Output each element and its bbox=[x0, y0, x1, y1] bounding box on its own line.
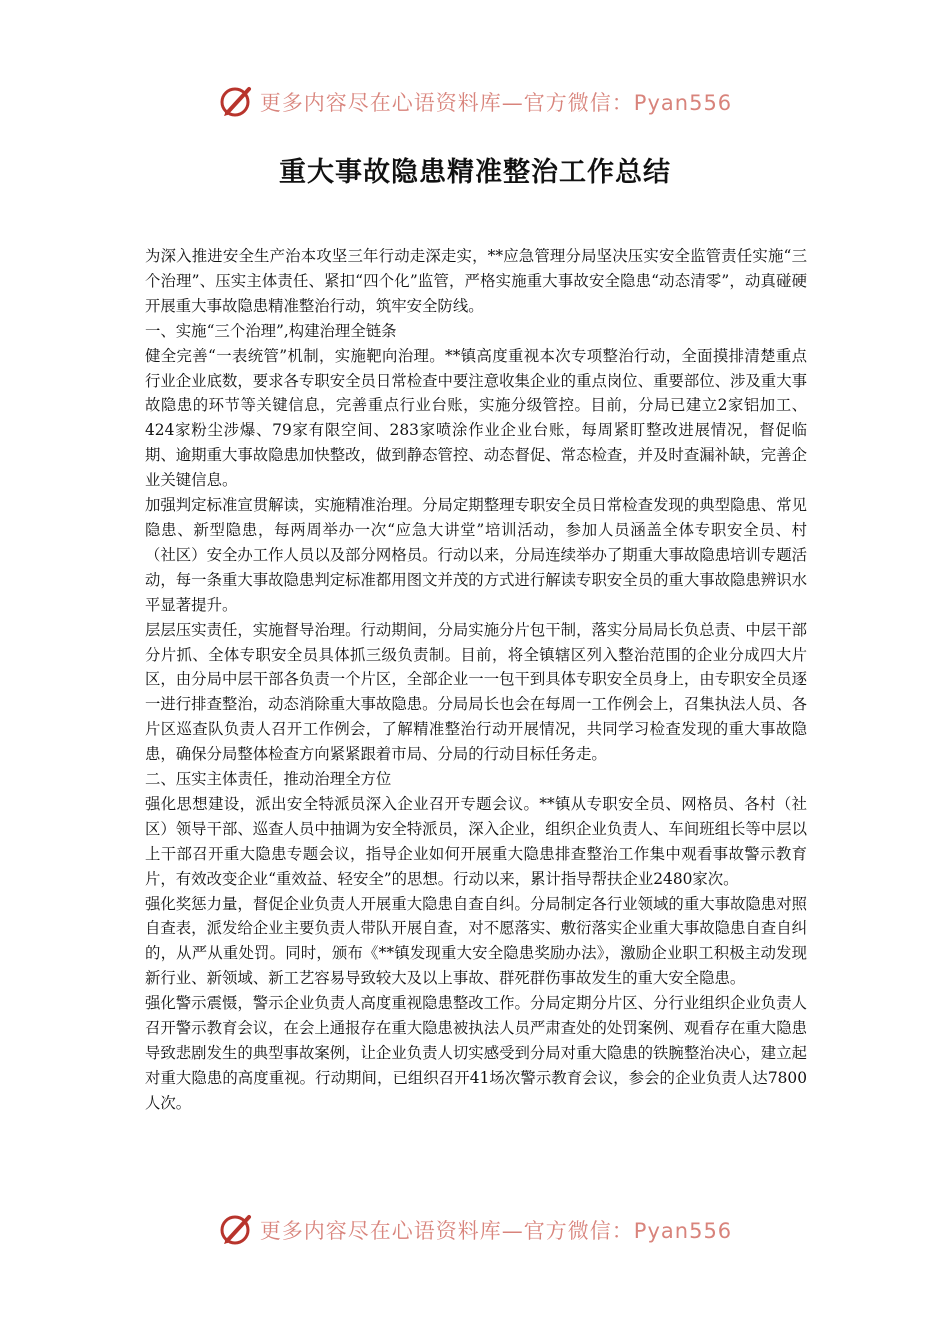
body-paragraph: 层层压实责任，实施督导治理。行动期间，分局实施分片包干制，落实分局局长负总责、中层干部分片抓、全体专职安全员具体抓三级负责制。目前，将全镇辖区列入整治范围的企业分成四大片区，由分局中层干部各负责一个片区，全部企业一一包干到具体专职安全员身上，由专职安全员逐一进行排查整治，动态消除重大事故隐患。分局局长也会在每周一工作例会上，召集执法人员、各片区巡查队负责人召开工作例会，了解精准整治行动开展情况，共同学习检查发现的重大事故隐患，确保分局整体检查方向紧紧跟着市局、分局的行动目标任务走。 bbox=[145, 620, 807, 764]
brush-logo-icon bbox=[218, 1212, 256, 1248]
body-paragraph: 强化警示震慑，警示企业负责人高度重视隐患整改工作。分局定期分片区、分行业组织企业负责人召开警示教育会议，在会上通报存在重大隐患被执法人员严肃查处的处罚案例、观看存在重大隐患导致悲剧发生的典型事故案例，让企业负责人切实感受到分局对重大隐患的铁腕整治决心，建立起对重大隐患的高度重视。行动期间，已组织召开41场次警示教育会议，参会的企业负责人达7800人次。 bbox=[145, 994, 807, 1112]
body-paragraph: 加强判定标准宣贯解读，实施精准治理。分局定期整理专职安全员日常检查发现的典型隐患、常见隐患、新型隐患，每两周举办一次“应急大讲堂”培训活动，参加人员涵盖全体专职安全员、村（社区）安全办工作人员以及部分网格员。行动以来，分局连续举办了期重大事故隐患培训专题活动，每一条重大事故隐患判定标准都用图文并茂的方式进行解读专职安全员的重大事故隐患辨识水平显著提升。 bbox=[145, 496, 807, 614]
document-body bbox=[145, 244, 807, 1116]
banner-slogan: 更多内容尽在心语资料库—官方微信：Pyan556 bbox=[259, 1219, 733, 1243]
body-paragraph: 强化奖惩力量，督促企业负责人开展重大隐患自查自纠。分局制定各行业领域的重大事故隐患对照自查表，派发给企业主要负责人带队开展自查，对不愿落实、敷衍落实企业重大事故隐患自查自纠的，从严从重处罚。同时，颁布《**镇发现重大安全隐患奖励办法》，激励企业职工积极主动发现新行业、新领域、新工艺容易导致较大及以上事故、群死群伤事故发生的重大安全隐患。 bbox=[145, 894, 807, 988]
document-title: 重大事故隐患精准整治工作总结 bbox=[279, 157, 671, 188]
section-heading-2: 二、压实主体责任，推动治理全方位 bbox=[145, 770, 392, 789]
brush-logo-icon bbox=[218, 84, 256, 120]
header-banner bbox=[0, 82, 950, 122]
intro-paragraph: 为深入推进安全生产治本攻坚三年行动走深走实，**应急管理分局坚决压实安全监管责任实施“三个治理”、压实主体责任、紧扣“四个化”监管，严格实施重大事故安全隐患“动态清零”，动真碰硬开展重大事故隐患精准整治行动，筑牢安全防线。 bbox=[145, 247, 807, 315]
section-heading-1: 一、实施“三个治理”,构建治理全链条 bbox=[145, 321, 397, 340]
body-paragraph: 健全完善“一表统管”机制，实施靶向治理。**镇高度重视本次专项整治行动，全面摸排清楚重点行业企业底数，要求各专职安全员日常检查中要注意收集企业的重点岗位、重要部位、涉及重大事故隐患的环节等关键信息，完善重点行业台账，实施分级管控。目前，分局已建立2家铝加工、424家粉尘涉爆、79家有限空间、283家喷涂作业企业台账，每周紧盯整改进展情况，督促临期、逾期重大事故隐患加快整改，做到静态管控、动态督促、常态检查，并及时查漏补缺，完善企业关键信息。 bbox=[145, 346, 807, 490]
footer-banner bbox=[0, 1210, 950, 1250]
banner-slogan: 更多内容尽在心语资料库—官方微信：Pyan556 bbox=[259, 91, 733, 115]
body-paragraph: 强化思想建设，派出安全特派员深入企业召开专题会议。**镇从专职安全员、网格员、各村（社区）领导干部、巡查人员中抽调为安全特派员，深入企业，组织企业负责人、车间班组长等中层以上干部召开重大隐患专题会议，指导企业如何开展重大隐患排查整治工作集中观看事故警示教育片，有效改变企业“重效益、轻安全”的思想。行动以来，累计指导帮扶企业2480家次。 bbox=[145, 794, 807, 888]
